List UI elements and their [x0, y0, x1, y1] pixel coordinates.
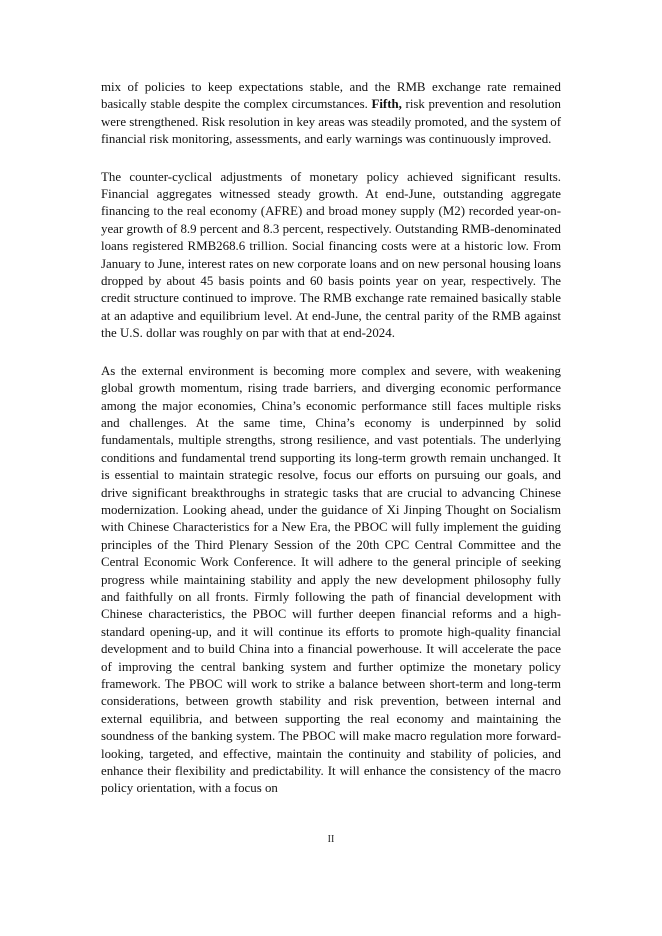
paragraph-1 — [101, 79, 561, 149]
paragraph-3-text: As the external environment is becoming more complex and severe, with weakening global growth momentum, rising trade barriers, and diverging economic performance among the major economies, China’s economic performance still faces multiple risks and challenges. At the same time, China’s economy is underpinned by solid fundamentals, multiple strengths, strong resilience, and vast potentials. The underlying conditions and fundamental trend supporting its long-term growth remain unchanged. It is essential to maintain strategic resolve, focus our efforts on pursuing our goals, and drive significant breakthroughs in strategic tasks that are crucial to advancing Chinese modernization. Looking ahead, under the guidance of Xi Jinping Thought on Socialism with Chinese Characteristics for a New Era, the PBOC will fully implement the guiding principles of the Third Plenary Session of the 20th CPC Central Committee and the Central Economic Work Conference. It will adhere to the general principle of seeking progress while maintaining stability and apply the new development philosophy fully and faithfully on all fronts. Firmly following the path of financial development with Chinese characteristics, the PBOC will further deepen financial reforms and a high-standard opening-up, and it will continue its efforts to promote high-quality financial development and to build China into a financial powerhouse. It will accelerate the pace of improving the central banking system and further optimize the monetary policy framework. The PBOC will work to strike a balance between short-term and long-term considerations, between growth stability and risk prevention, between internal and external equilibria, and between supporting the real economy and maintaining the soundness of the banking system. The PBOC will make macro regulation more forward-looking, targeted, and effective, maintain the continuity and stability of policies, and enhance their flexibility and predictability. It will enhance the consistency of the macro policy orientation, with a focus on — [101, 363, 561, 796]
document-body — [101, 79, 561, 818]
paragraph-2 — [101, 169, 561, 343]
paragraph-1-text-start: mix of policies to keep expectations stable, and the RMB exchange rate remained basically stable despite the complex circumstances. — [101, 80, 561, 112]
paragraph-1-text-end: risk prevention and resolution were strengthened. Risk resolution in key areas was steadily promoted, and the system of financial risk monitoring, assessments, and early warnings was continuously improved. — [101, 97, 562, 147]
paragraph-1-bold-marker: Fifth, — [371, 97, 402, 112]
paragraph-3 — [101, 363, 561, 798]
paragraph-2-text: The counter-cyclical adjustments of monetary policy achieved significant results. Financial aggregates witnessed steady growth. At end-June, outstanding aggregate financing to the real economy (AFRE) and broad money supply (M2) recorded year-on-year growth of 8.9 percent and 8.3 percent, respectively. Outstanding RMB-denominated loans registered RMB268.6 trillion. Social financing costs were at a historic low. From January to June, interest rates on new corporate loans and on new personal housing loans dropped by about 45 basis points and 60 basis points year on year, respectively. The credit structure continued to improve. The RMB exchange rate remained basically stable at an adaptive and equilibrium level. At end-June, the central parity of the RMB against the U.S. dollar was roughly on par with that at end-2024. — [101, 169, 561, 341]
page-number: II — [327, 834, 335, 845]
